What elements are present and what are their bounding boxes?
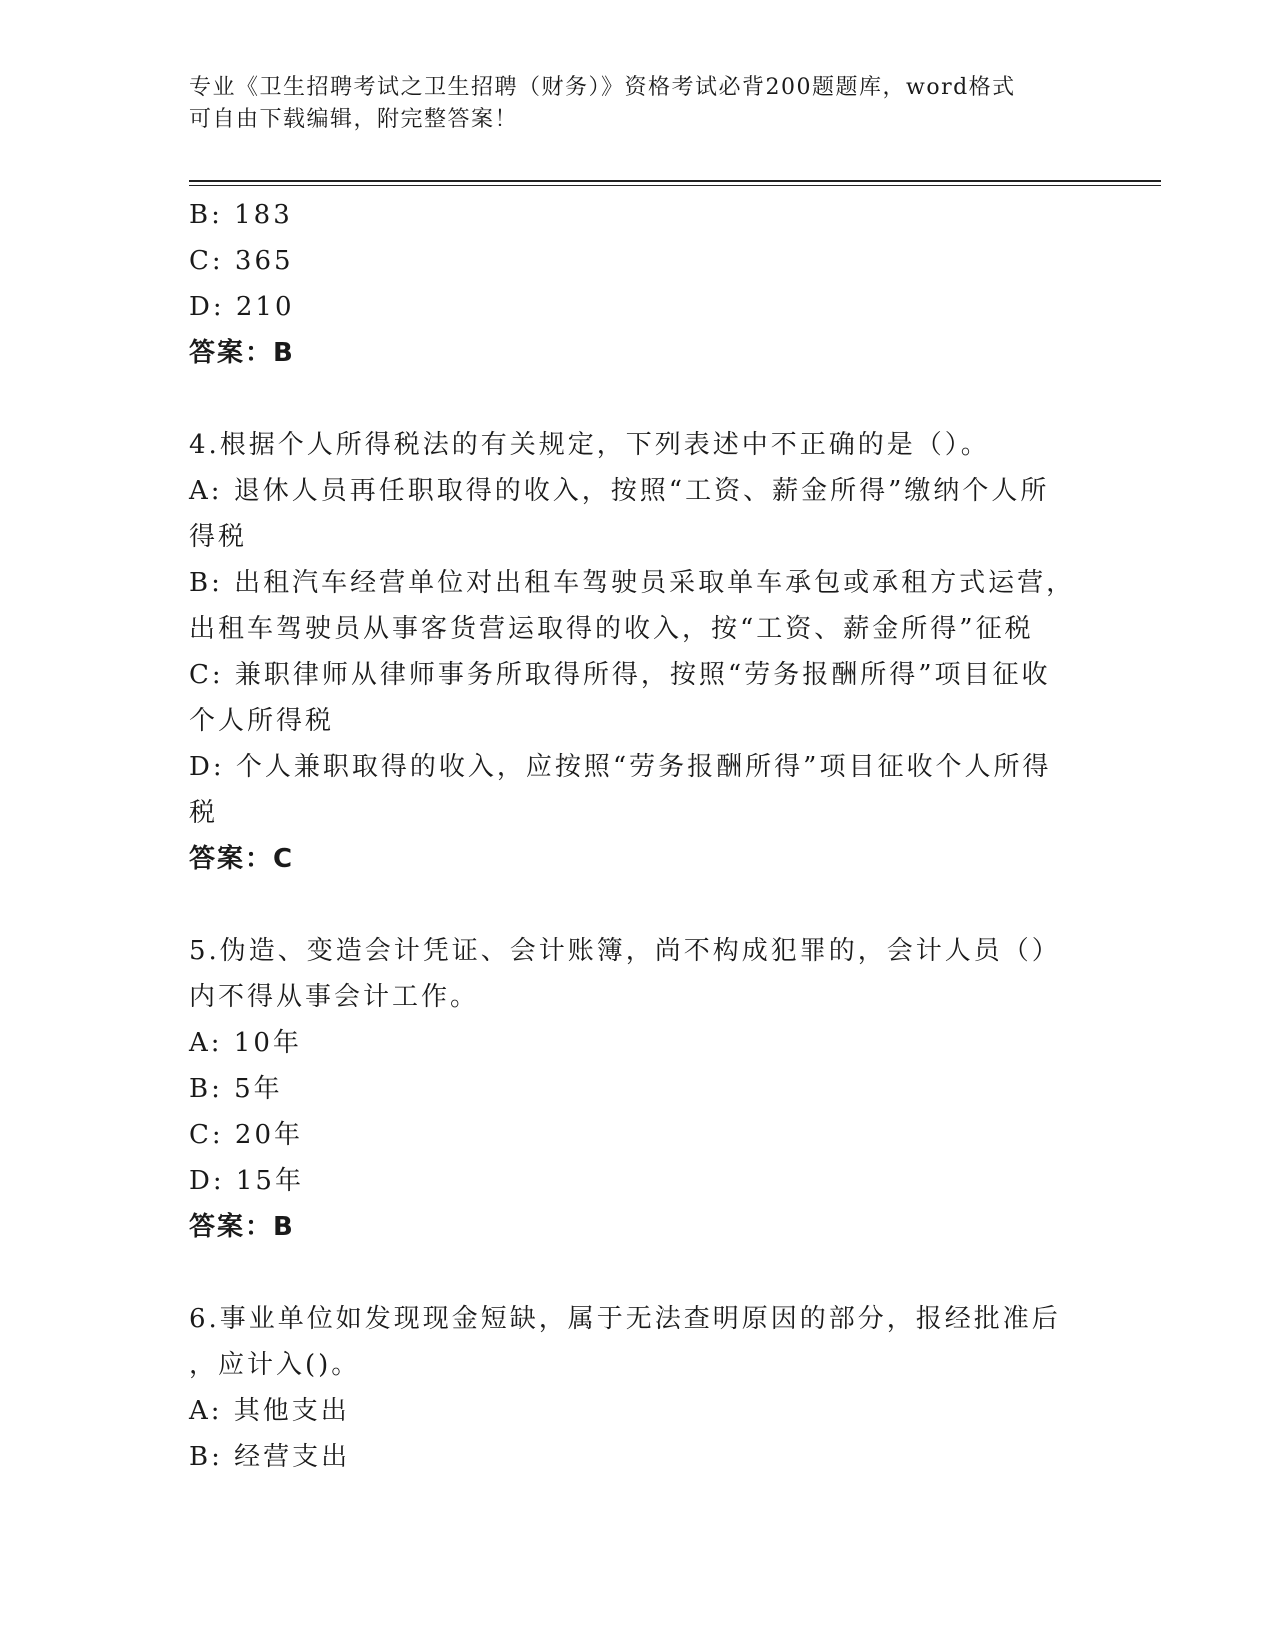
header-divider-thin [189,185,1161,186]
question-list [189,192,1089,1480]
header-line-2: 可自由下载编辑，附完整答案！ [189,107,519,132]
spacer [189,1250,1089,1296]
question-4 [189,422,1089,882]
option-b: B: 5年 [189,1074,283,1104]
option-a-continued: 得税 [189,522,248,552]
spacer [189,376,1089,422]
question-3-tail [189,192,1089,376]
option-b: B: 经营支出 [189,1442,351,1472]
option-d: D: 15年 [189,1166,304,1196]
option-b: B: 183 [189,200,293,230]
option-d-continued: 税 [189,798,219,828]
header-line-1: 专业《卫生招聘考试之卫生招聘（财务）》资格考试必背200题题库，word格式 [189,75,1016,100]
answer: 答案：B [189,1212,295,1242]
question-5 [189,928,1089,1250]
spacer [189,882,1089,928]
option-d: D: 个人兼职取得的收入，应按照“劳务报酬所得”项目征收个人所得 [189,752,1052,782]
option-c: C: 365 [189,246,294,276]
question-stem-continued: 内不得从事会计工作。 [189,982,480,1012]
question-stem: 5.伪造、变造会计凭证、会计账簿，尚不构成犯罪的，会计人员（） [189,936,1061,966]
question-6 [189,1296,1089,1480]
option-c-continued: 个人所得税 [189,706,335,736]
option-d: D: 210 [189,292,295,322]
option-c: C: 20年 [189,1120,304,1150]
option-c: C: 兼职律师从律师事务所取得所得，按照“劳务报酬所得”项目征收 [189,660,1051,690]
question-stem: 4.根据个人所得税法的有关规定，下列表述中不正确的是（）。 [189,430,990,460]
document-header [189,72,1089,136]
question-stem: 6.事业单位如发现现金短缺，属于无法查明原因的部分，报经批准后 [189,1304,1061,1334]
answer: 答案：B [189,338,295,368]
option-a: A: 10年 [189,1028,302,1058]
option-a: A: 其他支出 [189,1396,350,1426]
answer: 答案：C [189,844,295,874]
option-b: B: 出租汽车经营单位对出租车驾驶员采取单车承包或承租方式运营， [189,568,1076,598]
question-stem-continued: ，应计入()。 [189,1350,361,1380]
header-divider-thick [189,180,1161,182]
option-b-continued: 出租车驾驶员从事客货营运取得的收入，按“工资、薪金所得”征税 [189,614,1034,644]
option-a: A: 退休人员再任职取得的收入，按照“工资、薪金所得”缴纳个人所 [189,476,1050,506]
